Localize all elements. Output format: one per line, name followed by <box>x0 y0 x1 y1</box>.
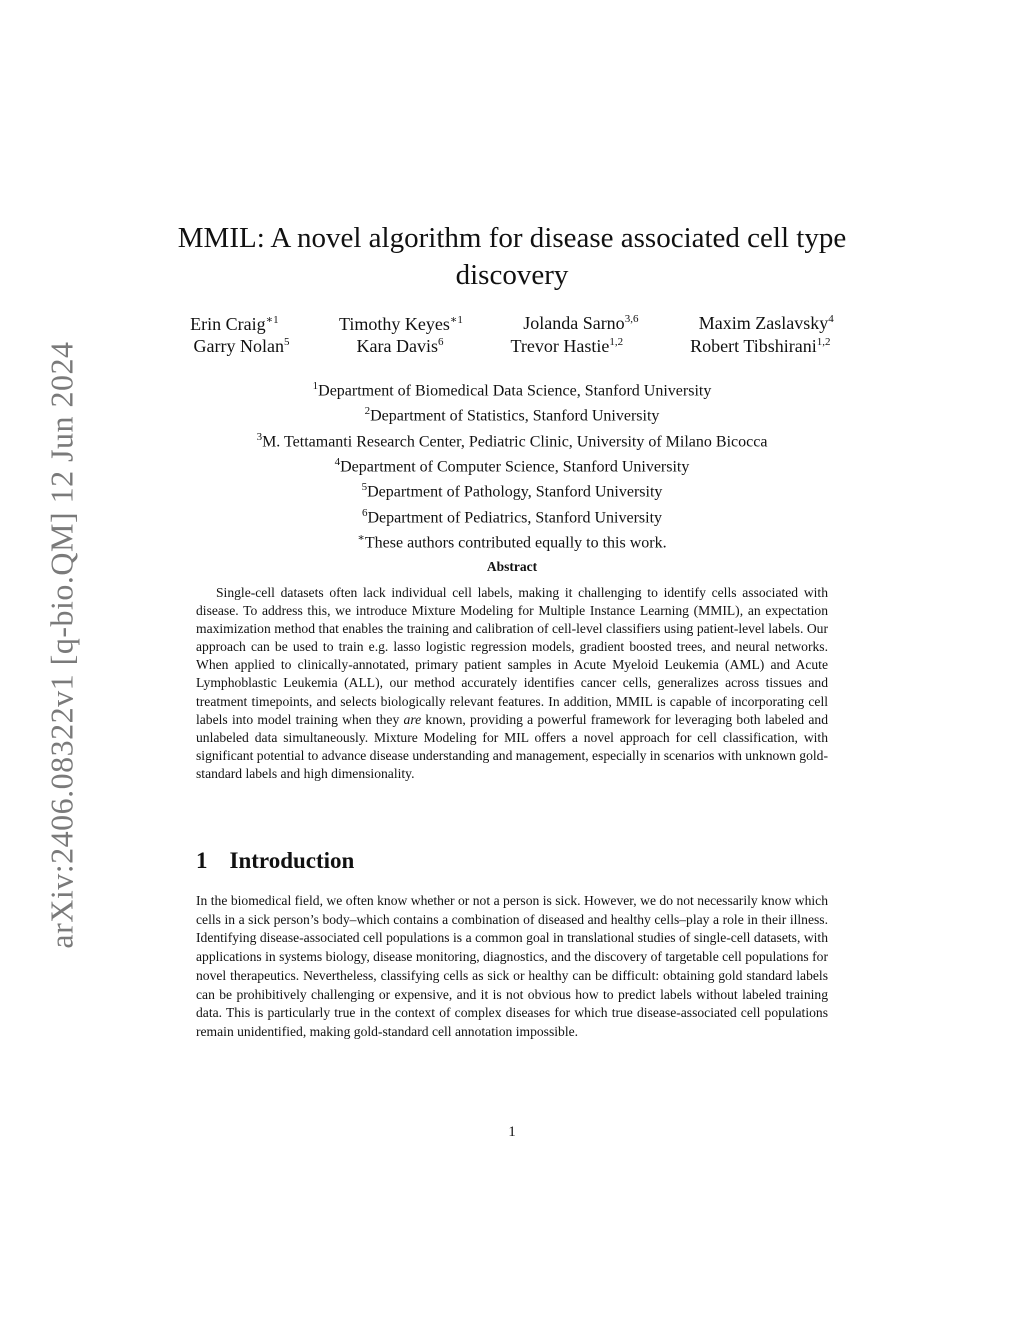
affiliation: $^1$Department of Biomedical Data Science, Stanford University <box>312 380 712 400</box>
abstract-heading: Abstract <box>486 559 538 574</box>
author-row-1 <box>160 313 864 335</box>
author: Erin Craig$^{∗1}$ <box>190 314 279 334</box>
affiliations <box>150 376 874 553</box>
introduction-paragraph: In the biomedical field, we often know whether or not a person is sick. However, we do not necessarily know which cells in a sick person’s body–which contains a combination of diseased and healthy cells–play a role in their illness. Identifying disease-associated cell populations is a common goal in translational studies of single-cell datasets, with applications in systems biology, disease monitoring, diagnostics, and the discovery of targetable cell populations for novel therapeutics. Nevertheless, classifying cells as sick or healthy can be difficult: obtaining gold standard labels can be prohibitively challenging or expensive, and it is not obvious how to predict labels without labeled training data. This is particularly true in the context of complex diseases for which true disease-associated cell populations remain unidentified, making gold-standard cell annotation impossible. <box>196 893 828 1039</box>
arxiv-identifier-stamp: arXiv:2406.08322v1 [q-bio.QM] 12 Jun 2024 <box>43 341 80 949</box>
author: Timothy Keyes$^{∗1}$ <box>339 314 463 334</box>
section-heading-introduction: 1 Introduction <box>196 848 355 873</box>
page-number: 1 <box>508 1124 516 1140</box>
author: Robert Tibshirani$^{1,2}$ <box>690 336 831 356</box>
affiliation: $^3$M. Tettamanti Research Center, Pediatric Clinic, University of Milano Bicocca <box>256 430 768 450</box>
affiliation: $^2$Department of Statistics, Stanford University <box>364 405 660 425</box>
author: Maxim Zaslavsky$^4$ <box>698 313 834 333</box>
abstract-text: Single-cell datasets often lack individual cell labels, making it challenging to identify cells associated with disease. To address this, we introduce Mixture Modeling for Multiple Instance Learning (MMIL), an expectation maximization method that enables the training and calibration of cell-level classifiers using patient-level labels. Our approach can be used to train e.g. lasso logistic regression models, gradient boosted trees, and neural networks. When applied to clinically-annotated, primary patient samples in Acute Myeloid Leukemia (AML) and Acute Lymphoblastic Leukemia (ALL), our method accurately identifies cancer cells, generalizes across tissues and treatment timepoints, and selects biologically relevant features. In addition, MMIL is capable of incorporating cell labels into model training when they are known, providing a powerful framework for leveraging both labeled and unlabeled data simultaneously. Mixture Modeling for MIL offers a novel approach for cell classification, with significant potential to advance disease understanding and management, especially in scenarios with unknown gold-standard labels and high dimensionality. <box>196 585 828 781</box>
affiliation: $^6$Department of Pediatrics, Stanford University <box>361 506 663 526</box>
author: Garry Nolan$^5$ <box>193 336 290 356</box>
author: Jolanda Sarno$^{3,6}$ <box>523 313 639 333</box>
affiliation: $^4$Department of Computer Science, Stanford University <box>334 455 690 476</box>
equal-contribution-note: ∗These authors contributed equally to this work. <box>357 531 667 552</box>
author: Trevor Hastie$^{1,2}$ <box>510 336 624 356</box>
affiliation: $^5$Department of Pathology, Stanford University <box>361 481 663 501</box>
author-row-2 <box>160 336 864 357</box>
author: Kara Davis$^6$ <box>356 336 444 356</box>
paper-title: MMIL: A novel algorithm for disease associated cell type discovery <box>177 222 847 291</box>
